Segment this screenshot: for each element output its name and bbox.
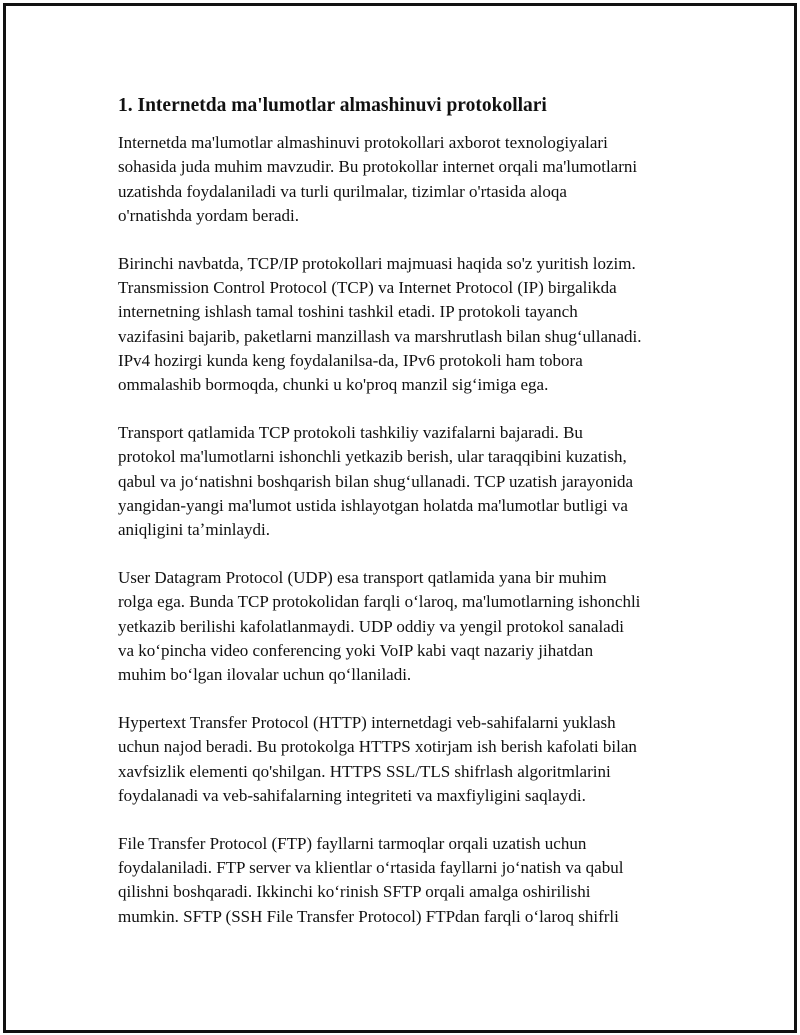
paragraph-line: ommalashib bormoqda, chunki u ko'proq manzil sig‘imiga ega.: [118, 375, 549, 395]
paragraph-line: File Transfer Protocol (FTP) fayllarni tarmoqlar orqali uzatish uchun: [118, 833, 587, 853]
paragraph: [118, 252, 693, 398]
paragraph-line: qilishni boshqaradi. Ikkinchi ko‘rinish SFTP orqali amalga oshirilishi: [118, 882, 591, 902]
paragraph: [118, 832, 693, 929]
paragraph-line: rolga ega. Bunda TCP protokolidan farqli o‘laroq, ma'lumotlarning ishonchli: [118, 592, 641, 612]
paragraph-line: muhim bo‘lgan ilovalar uchun qo‘llaniladi.: [118, 665, 412, 685]
paragraph-line: protokol ma'lumotlarni ishonchli yetkazib berish, ular taraqqibini kuzatish,: [118, 447, 627, 467]
paragraph-line: aniqligini taʼminlaydi.: [118, 520, 271, 540]
paragraph-line: uchun najod beradi. Bu protokolga HTTPS xotirjam ish berish kafolati bilan: [118, 737, 637, 757]
paragraph-line: foydalaniladi. FTP server va klientlar o‘rtasida fayllarni jo‘natish va qabul: [118, 857, 624, 877]
paragraph-line: Hypertext Transfer Protocol (HTTP) internetdagi veb-sahifalarni yuklash: [118, 712, 616, 732]
paragraph-line: User Datagram Protocol (UDP) esa transport qatlamida yana bir muhim: [118, 567, 607, 587]
paragraph-line: sohasida juda muhim mavzudir. Bu protokollar internet orqali ma'lumotlarni: [118, 157, 638, 177]
paragraph: [118, 566, 693, 687]
paragraph: [118, 131, 693, 228]
paragraph-line: mumkin. SFTP (SSH File Transfer Protocol) FTPdan farqli o‘laroq shifrli: [118, 906, 619, 926]
paragraph-line: yetkazib berilishi kafolatlanmaydi. UDP oddiy va yengil protokol sanaladi: [118, 616, 624, 636]
paragraph-line: vazifasini bajarib, paketlarni manzillash va marshrutlash bilan shug‘ullanadi.: [118, 326, 642, 346]
section-heading: 1. Internetda ma'lumotlar almashinuvi protokollari: [118, 95, 547, 116]
paragraph-list: [118, 131, 693, 929]
paragraph-line: Transport qatlamida TCP protokoli tashkiliy vazifalarni bajaradi. Bu: [118, 422, 583, 442]
document-body: [118, 94, 693, 952]
paragraph-line: foydalanadi va veb-sahifalarning integriteti va maxfiyligini saqlaydi.: [118, 785, 586, 805]
paragraph-line: IPv4 hozirgi kunda keng foydalanilsa-da, IPv6 protokoli ham tobora: [118, 350, 583, 370]
paragraph-line: Transmission Control Protocol (TCP) va Internet Protocol (IP) birgalikda: [118, 277, 617, 297]
paragraph-line: uzatishda foydalaniladi va turli qurilmalar, tizimlar o'rtasida aloqa: [118, 181, 567, 201]
paragraph-line: qabul va jo‘natishni boshqarish bilan shug‘ullanadi. TCP uzatish jarayonida: [118, 471, 634, 491]
paragraph-line: o'rnatishda yordam beradi.: [118, 205, 300, 225]
paragraph-line: Internetda ma'lumotlar almashinuvi protokollari axborot texnologiyalari: [118, 133, 608, 152]
paragraph: [118, 421, 693, 542]
paragraph-line: xavfsizlik elementi qo'shilgan. HTTPS SSL/TLS shifrlash algoritmlarini: [118, 761, 611, 781]
paragraph-line: internetning ishlash tamal toshini tashkil etadi. IP protokoli tayanch: [118, 302, 578, 322]
paragraph-line: va ko‘pincha video conferencing yoki VoIP kabi vaqt nazariy jihatdan: [118, 640, 594, 660]
paragraph-line: yangidan-yangi ma'lumot ustida ishlayotgan holatda ma'lumotlar butligi va: [118, 495, 628, 515]
paragraph-line: Birinchi navbatda, TCP/IP protokollari majmuasi haqida so'z yuritish lozim.: [118, 253, 636, 273]
paragraph: [118, 711, 693, 808]
